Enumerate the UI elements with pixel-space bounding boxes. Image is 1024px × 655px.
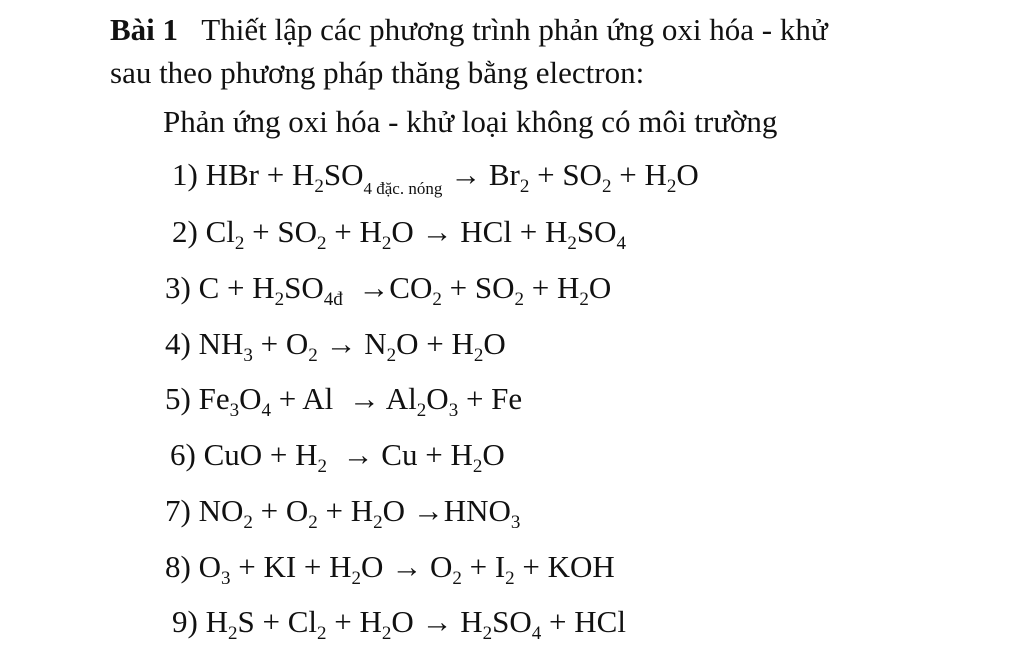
formula-text: O — [391, 604, 414, 639]
plus-sign: + — [523, 270, 557, 305]
subscript: 2 — [234, 233, 245, 254]
formula-text: H — [291, 157, 315, 192]
subscript: 4 — [616, 233, 626, 254]
formula-text: HCl — [574, 604, 626, 639]
formula-text: H — [359, 604, 382, 639]
subscript: 2 — [472, 456, 483, 477]
formula-text: SO — [576, 214, 617, 249]
formula-text: H — [451, 326, 474, 361]
subscript: 3 — [229, 400, 240, 421]
equation-8 — [165, 547, 615, 587]
formula-text: O — [676, 157, 699, 192]
subscript: 3 — [448, 400, 459, 421]
plus-sign: + — [417, 437, 451, 472]
plus-sign: + — [254, 604, 288, 639]
subscript: 2 — [386, 345, 397, 366]
reaction-arrow: → — [327, 437, 382, 472]
subscript: 2 — [452, 568, 462, 589]
formula-text: SO — [277, 214, 317, 249]
exercise-label: Bài 1 — [110, 12, 179, 47]
formula-text: H — [350, 493, 374, 528]
subscript: 4 đặc. nóng — [363, 179, 443, 198]
subscript: 2 — [519, 176, 530, 197]
formula-text: I — [494, 549, 506, 584]
formula-text: Fe — [198, 381, 230, 416]
reaction-arrow: → — [413, 214, 461, 249]
formula-text: HNO — [443, 493, 511, 528]
plus-sign: + — [244, 214, 278, 249]
subscript: 4 — [531, 623, 542, 644]
subscript: 2 — [351, 568, 362, 589]
formula-text: Br — [488, 157, 520, 192]
subscript: 2 — [308, 345, 318, 366]
formula-text: KI — [263, 549, 297, 584]
formula-text: KOH — [547, 549, 615, 584]
subscript: 2 — [317, 456, 328, 477]
subscript: 2 — [243, 512, 253, 533]
exercise-instruction-line1: Thiết lập các phương trình phản ứng oxi hóa - khử — [201, 12, 828, 47]
intro-line-1 — [110, 8, 828, 51]
equation-7 — [165, 491, 520, 531]
formula-text: NO — [198, 493, 244, 528]
equation-9 — [172, 602, 626, 642]
formula-text: O — [429, 549, 453, 584]
equation-1 — [172, 155, 699, 198]
subscript: 3 — [243, 345, 253, 366]
formula-text: O — [391, 214, 414, 249]
subscript: 2 — [514, 289, 524, 310]
formula-text: N — [364, 326, 387, 361]
subscript: 2 — [416, 400, 427, 421]
subscript: 2 — [432, 289, 442, 310]
subscript: 2 — [373, 512, 383, 533]
reaction-arrow: → — [383, 549, 430, 584]
formula-text: H — [359, 214, 382, 249]
subscript: 2 — [274, 289, 285, 310]
formula-text: H — [329, 549, 352, 584]
formula-text: O — [482, 437, 505, 472]
formula-text: CO — [389, 270, 433, 305]
subscript: 2 — [314, 176, 324, 197]
formula-text: O — [285, 493, 309, 528]
formula-text: H — [252, 270, 275, 305]
equation-number: 5) — [165, 381, 199, 416]
reaction-arrow: → — [333, 381, 386, 416]
equation-number: 8) — [165, 549, 199, 584]
plus-sign: + — [317, 493, 351, 528]
formula-text: O — [382, 493, 405, 528]
exercise-instruction-line2: sau theo phương pháp thăng bằng electron: — [110, 55, 645, 90]
plus-sign: + — [219, 270, 253, 305]
exercise-intro — [110, 8, 828, 94]
formula-text: O — [239, 381, 262, 416]
plus-sign: + — [529, 157, 563, 192]
plus-sign: + — [461, 549, 495, 584]
formula-text: O — [396, 326, 419, 361]
formula-text: C — [198, 270, 220, 305]
equation-number: 4) — [165, 326, 199, 361]
reaction-arrow: → — [442, 157, 489, 192]
subscript: 4đ — [323, 289, 343, 310]
formula-text: Cl — [287, 604, 317, 639]
formula-text: O — [588, 270, 612, 305]
plus-sign: + — [230, 549, 264, 584]
equation-5 — [165, 379, 522, 419]
plus-sign: + — [458, 381, 492, 416]
plus-sign: + — [418, 326, 452, 361]
subscript: 2 — [473, 345, 484, 366]
reaction-arrow: → — [413, 604, 461, 639]
subscript: 2 — [579, 289, 589, 310]
formula-text: Fe — [491, 381, 523, 416]
equation-number: 9) — [172, 604, 206, 639]
plus-sign: + — [611, 157, 645, 192]
subscript: 2 — [482, 623, 493, 644]
reaction-arrow: → — [405, 493, 444, 528]
subscript: 2 — [317, 623, 327, 644]
formula-text: SO — [492, 604, 532, 639]
formula-text: O — [483, 326, 506, 361]
plus-sign: + — [514, 549, 548, 584]
plus-sign: + — [258, 157, 292, 192]
formula-text: O — [426, 381, 449, 416]
equation-number: 1) — [172, 157, 206, 192]
formula-text: O — [198, 549, 221, 584]
plus-sign: + — [296, 549, 330, 584]
formula-text: NH — [198, 326, 244, 361]
plus-sign: + — [262, 437, 296, 472]
equation-6 — [170, 435, 505, 475]
formula-text: S — [237, 604, 255, 639]
formula-text: CuO — [203, 437, 263, 472]
subscript: 2 — [567, 233, 577, 254]
formula-text: H — [460, 604, 483, 639]
reaction-arrow: → — [317, 326, 365, 361]
plus-sign: + — [270, 381, 303, 416]
subscript: 2 — [666, 176, 677, 197]
equation-number: 6) — [170, 437, 204, 472]
subscript: 2 — [381, 623, 392, 644]
formula-text: Cu — [381, 437, 418, 472]
formula-text: HCl — [460, 214, 512, 249]
subscript: 2 — [381, 233, 392, 254]
subscript: 4 — [261, 400, 271, 421]
plus-sign: + — [541, 604, 575, 639]
formula-text: O — [361, 549, 384, 584]
formula-text: SO — [284, 270, 324, 305]
equation-3 — [165, 268, 611, 308]
formula-text: O — [285, 326, 309, 361]
equation-2 — [172, 212, 626, 252]
plus-sign: + — [326, 604, 360, 639]
equation-4 — [165, 324, 506, 364]
formula-text: H — [205, 604, 228, 639]
subscript: 3 — [220, 568, 231, 589]
formula-text: H — [295, 437, 318, 472]
formula-text: SO — [323, 157, 364, 192]
section-title: Phản ứng oxi hóa - khử loại không có môi trường — [163, 104, 778, 139]
plus-sign: + — [252, 326, 286, 361]
reaction-arrow: → — [342, 270, 390, 305]
formula-text: HBr — [205, 157, 259, 192]
plus-sign: + — [511, 214, 545, 249]
plus-sign: + — [441, 270, 475, 305]
subscript: 2 — [317, 233, 327, 254]
subscript: 2 — [227, 623, 238, 644]
formula-text: Al — [302, 381, 334, 416]
formula-text: SO — [562, 157, 602, 192]
plus-sign: + — [326, 214, 360, 249]
formula-text: H — [544, 214, 568, 249]
subscript: 2 — [601, 176, 612, 197]
plus-sign: + — [252, 493, 286, 528]
formula-text: H — [450, 437, 473, 472]
subscript: 2 — [505, 568, 515, 589]
formula-text: Cl — [205, 214, 235, 249]
equation-number: 7) — [165, 493, 199, 528]
subscript: 3 — [510, 512, 521, 533]
formula-text: Al — [385, 381, 417, 416]
subscript: 2 — [308, 512, 318, 533]
equation-number: 2) — [172, 214, 206, 249]
formula-text: H — [556, 270, 580, 305]
formula-text: SO — [474, 270, 515, 305]
formula-text: H — [644, 157, 667, 192]
equation-number: 3) — [165, 270, 199, 305]
